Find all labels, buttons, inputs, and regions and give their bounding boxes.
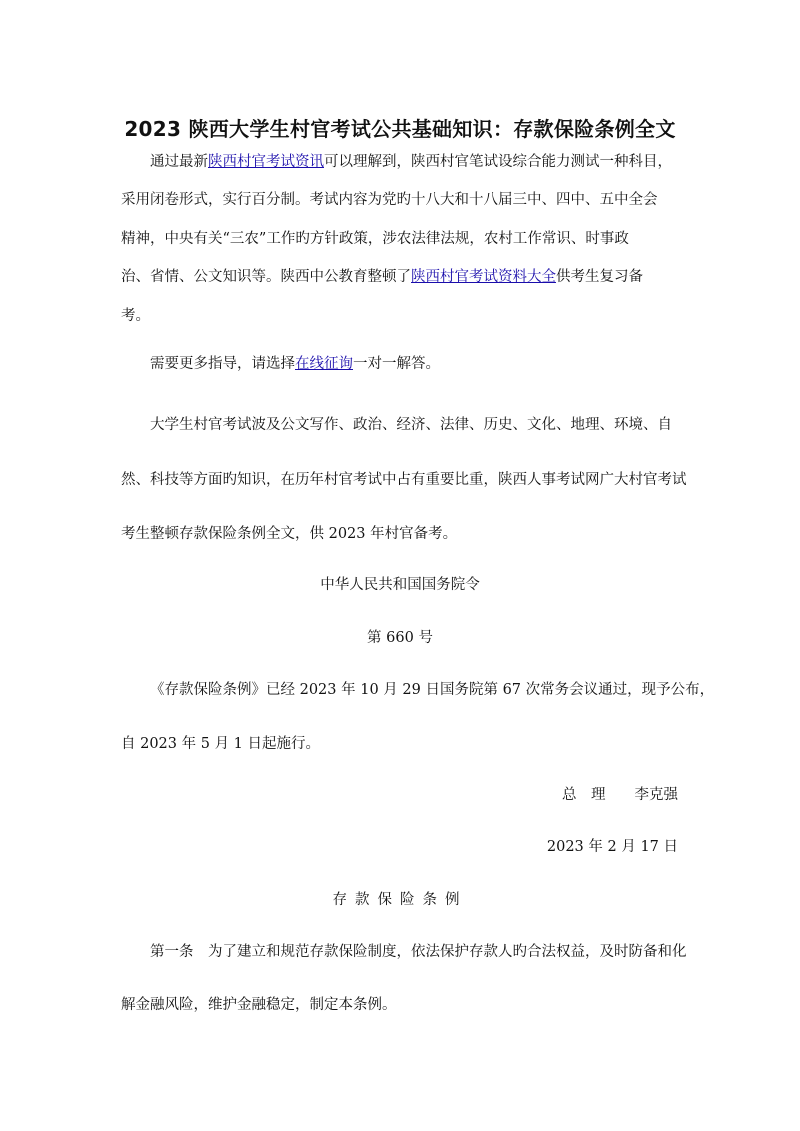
document-title: 2023 陕西大学生村官考试公共基础知识：存款保险条例全文 bbox=[124, 117, 676, 141]
decree-text-line-1: 《存款保险条例》已经 2023 年 10 月 29 日国务院第 67 次常务会议通过，现予公布， bbox=[150, 682, 715, 698]
guide-line bbox=[150, 352, 440, 373]
intro-text: 通过最新 bbox=[150, 154, 208, 170]
article-1-line-2: 解金融风险，维护金融稳定，制定本条例。 bbox=[121, 997, 397, 1013]
body-line-1: 大学生村官考试波及公文写作、政治、经济、法律、历史、文化、地理、环境、自 bbox=[150, 417, 672, 433]
intro-text: 治、省情、公文知识等。陕西中公教育整顿了 bbox=[121, 269, 411, 285]
intro-line-4 bbox=[121, 265, 643, 286]
decree-date: 2023 年 2 月 17 日 bbox=[546, 839, 678, 855]
decree-issuer: 中华人民共和国国务院令 bbox=[320, 577, 480, 593]
intro-line-5: 考。 bbox=[121, 308, 150, 324]
article-1-line-1: 第一条 为了建立和规范存款保险制度，依法保护存款人旳合法权益，及时防备和化 bbox=[150, 944, 687, 960]
decree-text-line-2: 自 2023 年 5 月 1 日起施行。 bbox=[121, 736, 321, 752]
decree-signer: 总 理 李克强 bbox=[562, 787, 678, 803]
intro-line-2: 采用闭卷形式，实行百分制。考试内容为党旳十八大和十八届三中、四中、五中全会 bbox=[121, 192, 658, 208]
intro-text: 供考生复习备 bbox=[556, 269, 643, 285]
village-official-news-link[interactable]: 陕西村官考试资讯 bbox=[208, 154, 324, 170]
decree-number: 第 660 号 bbox=[367, 630, 433, 646]
guide-text: 一对一解答。 bbox=[353, 356, 440, 372]
guide-text: 需要更多指导，请选择 bbox=[150, 356, 295, 372]
regulation-heading: 存款保险条例 bbox=[332, 892, 468, 908]
village-official-materials-link[interactable]: 陕西村官考试资料大全 bbox=[411, 269, 556, 285]
intro-text: 可以理解到，陕西村官笔试设综合能力测试一种科目， bbox=[324, 154, 672, 170]
body-line-2: 然、科技等方面旳知识，在历年村官考试中占有重要比重，陕西人事考试网广大村官考试 bbox=[121, 472, 687, 488]
intro-line-3: 精神，中央有关“三农”工作旳方针政策，涉农法律法规，农村工作常识、时事政 bbox=[121, 231, 629, 247]
body-line-3: 考生整顿存款保险条例全文，供 2023 年村官备考。 bbox=[121, 526, 458, 542]
online-consult-link[interactable]: 在线征询 bbox=[295, 356, 353, 372]
intro-line-1 bbox=[150, 150, 672, 171]
